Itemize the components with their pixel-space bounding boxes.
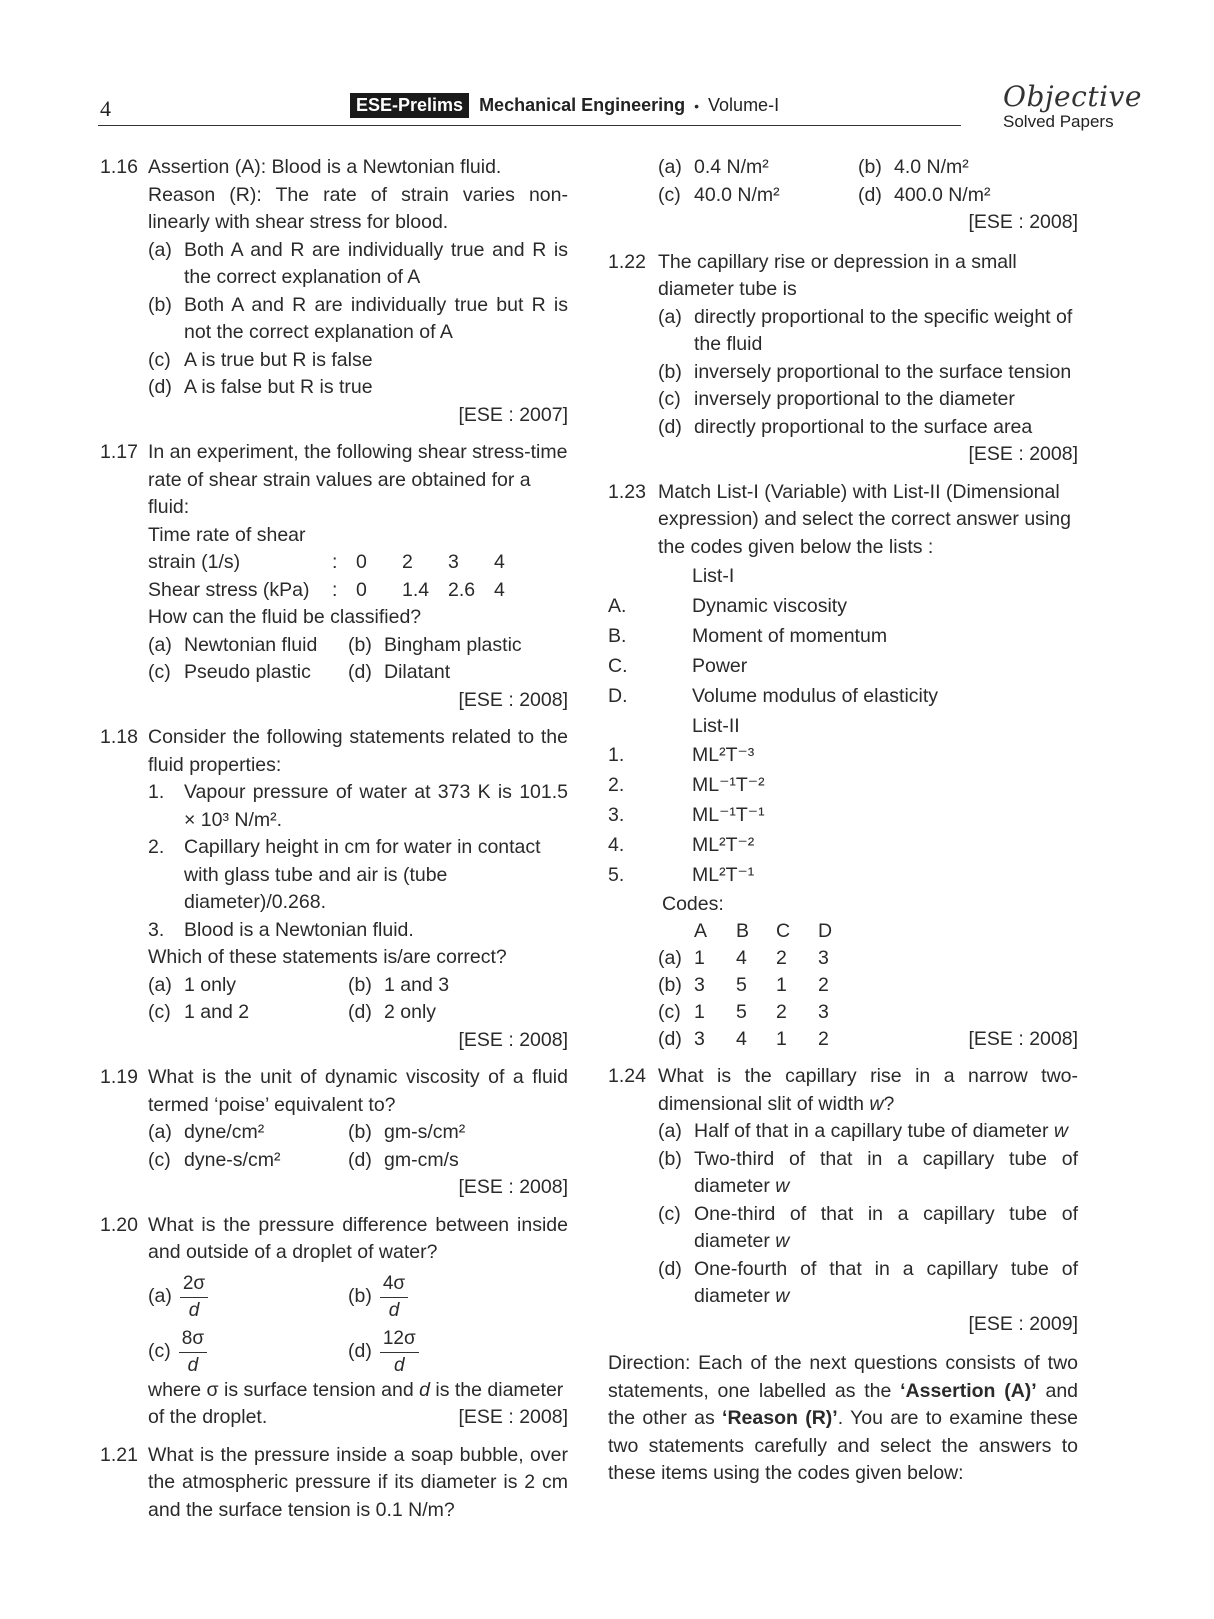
option-text: dyne/cm² [184,1121,265,1143]
item-value: ML⁻¹T⁻² [692,774,765,796]
option-a [148,632,348,660]
numerator: 12σ [380,1328,419,1353]
table-cell: 4 [494,551,505,573]
option-label: (b) [348,1121,372,1143]
exam-reference: [ESE : 2008] [968,1028,1078,1050]
fraction [380,1328,419,1377]
codes-cell: 3 [818,1001,829,1023]
item-value: Moment of momentum [692,624,888,647]
option-label: (b) [658,974,682,996]
option-label: (b) [348,973,372,996]
option-label: (b) [658,1147,682,1170]
statement-3 [148,917,568,945]
option-label: (d) [348,661,372,683]
option-text: 400.0 N/m² [894,183,991,206]
option-text: gm-s/cm² [384,1121,466,1143]
denominator: d [393,1354,405,1376]
option-d [348,1328,568,1377]
table-cell: 0 [356,578,367,601]
separator: : [332,551,338,573]
statement-number: 3. [148,918,165,941]
question-text [658,1063,1078,1118]
option-b [658,1146,1078,1201]
option-label: (d) [148,376,172,398]
option-b [148,292,568,347]
option-label: (c) [658,388,681,410]
item-value: ML²T⁻² [692,834,755,856]
option-text: A is false but R is true [184,376,373,398]
option-c [658,1201,1078,1256]
option-c [658,386,1078,414]
option-label: (c) [658,183,681,206]
header-rule [98,125,961,126]
codes-row-a [658,945,1078,972]
option-label: (a) [658,305,682,328]
question-number: 1.17 [100,441,138,463]
codes-header-cell: B [736,920,750,942]
codes-header-cell: D [818,920,833,942]
option-label: (b) [348,633,372,656]
option-c [148,659,348,687]
row-label: Shear stress (kPa) [148,578,310,601]
list-2-item [608,740,1078,770]
option-text: One-fourth of that in a capillary tube of diameter [694,1257,1078,1307]
exam-reference: [ESE : 2008] [458,1028,568,1051]
option-label: (d) [658,1257,682,1280]
option-text: Pseudo plastic [184,661,311,683]
separator: : [332,578,338,601]
item-value: Power [692,654,748,677]
options-grid [148,1328,568,1377]
option-label: (c) [148,1148,171,1171]
item-key: 3. [608,804,625,826]
fraction [380,1273,408,1322]
question-1-17 [100,439,568,714]
option-text: Newtonian fluid [184,633,318,656]
direction-text: and the other as [608,1379,1079,1429]
option-label: (b) [858,156,882,178]
codes-row-b [658,972,1078,999]
option-d [148,374,568,402]
table-cell: 1.4 [402,578,430,601]
question-prompt: Which of these statements is/are correct? [148,946,507,968]
question-1-20 [100,1212,568,1432]
codes-cell: 1 [694,947,705,969]
option-label: (c) [658,1001,681,1023]
item-value: Dynamic viscosity [692,594,847,617]
option-text: Both A and R are individually true and R is the correct explanation of A [184,238,568,288]
option-d [348,1147,568,1175]
statement-text: Blood is a Newtonian fluid. [184,918,414,941]
item-key: C. [608,654,628,677]
options-grid [148,1119,568,1174]
option-text: 2 only [384,1001,437,1023]
bullet-separator: • [694,97,700,114]
statement-text: Vapour pressure of water at 373 K is 101.5 × 10³ N/m². [184,781,568,831]
option-text: dyne-s/cm² [184,1148,281,1171]
question-text: What is the pressure difference between inside and outside of a droplet of water? [148,1213,568,1263]
numerator: 2σ [180,1273,208,1298]
codes-cell: 1 [776,974,787,996]
option-text: Two-third of that in a capillary tube of diameter [694,1147,1078,1197]
question-number: 1.20 [100,1213,138,1236]
option-label: (a) [148,238,172,261]
exam-reference: [ESE : 2008] [458,688,568,711]
codes-header-row [658,918,1078,945]
question-text [658,479,1078,562]
option-a [658,304,1078,359]
row-label: strain (1/s) [148,551,241,573]
codes-cell: 3 [694,974,705,996]
direction-assertion: ‘Assertion (A)’ [900,1379,1037,1402]
reason [148,182,568,237]
codes-cell: 2 [818,1028,829,1050]
table-cell: 0 [356,551,367,573]
question-1-21-options [608,154,1078,237]
statement-1 [148,779,568,834]
question-number: 1.21 [100,1443,138,1466]
variable: w [775,1175,790,1197]
statement-2 [148,834,568,917]
right-column [608,154,1078,1488]
question-text: What is the unit of dynamic viscosity of a fluid termed ‘poise’ equivalent to? [148,1066,568,1116]
text: Match [658,480,717,503]
denominator: d [188,1299,200,1321]
item-value: ML²T⁻¹ [692,864,755,886]
option-label: (b) [658,360,682,383]
codes-cell: 2 [776,947,787,969]
exam-badge: ESE-Prelims [350,93,469,118]
assertion-text: Blood is a Newtonian fluid. [266,156,502,178]
codes-cell: 4 [736,1028,747,1050]
option-label: (c) [148,1340,171,1363]
option-label: (b) [348,1285,372,1308]
option-c [658,182,858,210]
option-text: directly proportional to the specific weight of the fluid [694,305,1073,355]
list-1-item [608,621,1078,651]
denominator: d [187,1354,199,1376]
option-text: A is true but R is false [184,348,373,371]
option-label: (c) [148,661,171,683]
codes-cell: 2 [776,1001,787,1023]
codes-header-cell: C [776,920,791,942]
question-number: 1.22 [608,250,646,273]
option-text: Bingham plastic [384,633,522,656]
list-2-item [608,830,1078,860]
option-b [348,1273,568,1322]
list-2-item [608,860,1078,890]
option-text: 1 only [184,973,237,996]
option-label: (d) [658,415,682,438]
list-2-title: List-II [692,714,740,737]
option-text: 0.4 N/m² [694,156,769,178]
list-name: List-II [892,480,941,503]
list-2-item [608,800,1078,830]
question-prompt: How can the fluid be classified? [148,606,422,628]
text: (Variable) with [758,480,893,503]
question-1-19 [100,1064,568,1202]
item-key: A. [608,594,627,617]
exam-reference: [ESE : 2009] [968,1312,1078,1335]
question-1-24 [608,1063,1078,1338]
option-label: (a) [658,156,682,178]
option-label: (c) [148,1001,171,1023]
note-variable: d [419,1378,430,1401]
option-label: (c) [148,348,171,371]
codes-cell: 4 [736,947,747,969]
question-text: The capillary rise or depression in a small diameter tube is [658,250,1017,300]
question-1-21 [100,1442,568,1525]
option-a [148,1273,348,1322]
item-key: B. [608,624,627,647]
where-note-line [148,1404,568,1432]
question-1-23 [608,479,1078,1054]
option-label: (d) [348,1148,372,1171]
option-b [858,154,1078,182]
option-d [348,659,568,687]
exam-reference: [ESE : 2008] [968,211,1078,233]
option-text: 40.0 N/m² [694,183,780,206]
list-1-item [608,681,1078,711]
option-a [148,972,348,1000]
codes-cell: 3 [818,947,829,969]
item-value: ML²T⁻³ [692,744,755,766]
question-1-22 [608,249,1078,469]
text: (Dimensional expression) and select the correct answer using the codes given below the lists : [658,480,1071,558]
option-text: inversely proportional to the diameter [694,388,1015,410]
row-label: Time rate of shear [148,523,306,546]
item-key: 5. [608,864,625,886]
option-d [658,414,1078,442]
codes-cell: 5 [736,1001,747,1023]
option-c [148,1328,348,1377]
options-grid [148,972,568,1027]
table-cell: 2 [402,551,413,573]
question-1-18 [100,724,568,1054]
codes-row-c [658,999,1078,1026]
question-number: 1.19 [100,1066,138,1088]
reason-label: Reason (R): [148,183,262,206]
numerator: 4σ [380,1273,408,1298]
note-text: where σ is surface tension and [148,1378,420,1401]
exam-reference: [ESE : 2008] [458,1176,568,1198]
fraction [180,1273,208,1322]
text: ? [883,1092,895,1115]
question-number: 1.23 [608,480,646,503]
option-label: (a) [148,973,172,996]
variable: w [775,1285,790,1307]
item-value: ML⁻¹T⁻¹ [692,804,765,826]
option-label: (a) [148,1285,172,1308]
option-label: (d) [348,1001,372,1023]
fraction [179,1328,207,1377]
option-label: (a) [148,633,172,656]
option-c [148,347,568,375]
option-a [658,154,858,182]
option-label: (c) [658,1202,681,1225]
direction-reason: ‘Reason (R)’ [722,1407,838,1429]
question-text: In an experiment, the following shear stress-time rate of shear strain values are obtained for a fluid: [148,441,568,518]
option-label: (d) [858,183,882,206]
option-text: 4.0 N/m² [894,156,969,178]
option-text: One-third of that in a capillary tube of diameter [694,1202,1078,1252]
options-grid [148,632,568,687]
variable: w [869,1092,884,1115]
brand-title: Objective [1003,80,1142,113]
left-column [100,154,568,1534]
direction-text: Each of the next questions consists of two statements, one labelled as the [608,1352,1078,1402]
option-b [348,972,568,1000]
option-b [348,632,568,660]
numerator: 8σ [179,1328,207,1353]
table-cell: 4 [494,578,505,601]
running-header [350,93,779,118]
table-row [148,549,568,577]
item-key: 4. [608,834,625,856]
assertion [148,154,568,182]
list-1-title: List-I [692,565,735,587]
question-number: 1.24 [608,1065,646,1087]
codes-cell: 2 [818,974,829,996]
exam-reference: [ESE : 2007] [458,403,568,426]
item-key: 2. [608,774,625,796]
table-cell: 2.6 [448,578,476,601]
question-number: 1.18 [100,726,138,748]
options-grid [658,154,1078,209]
exam-reference: [ESE : 2008] [968,443,1078,465]
list-1-item [608,651,1078,681]
codes-row-d [658,1026,1078,1053]
question-1-16 [100,154,568,429]
list-1-item [608,591,1078,621]
assertion-label: Assertion (A): [148,156,267,178]
option-a [148,237,568,292]
codes-header-cell: A [694,920,708,942]
volume-label: Volume-I [708,95,780,115]
option-text: inversely proportional to the surface tension [694,360,1072,383]
question-number: 1.16 [100,156,138,178]
statement-text: Capillary height in cm for water in contact with glass tube and air is (tube diameter)/0.268. [184,836,541,913]
question-text: Consider the following statements related to the fluid properties: [148,726,568,776]
codes-cell: 5 [736,974,747,996]
codes-cell: 1 [694,1001,705,1023]
option-b [658,359,1078,387]
option-a [658,1118,1078,1146]
option-text: 1 and 3 [384,973,450,996]
list-name: List-I [716,480,759,503]
note-text: is the diameter [429,1378,564,1401]
option-label: (d) [348,1340,372,1363]
option-label: (a) [658,1120,682,1142]
exam-reference: [ESE : 2008] [458,1406,568,1428]
option-text: 1 and 2 [184,1001,250,1023]
direction-paragraph [608,1350,1078,1488]
text: What is the capillary rise in a narrow two-dimensional slit of width [658,1065,1078,1115]
option-label: (a) [148,1121,172,1143]
option-label: (a) [658,947,682,969]
item-value: Volume modulus of elasticity [692,684,939,707]
item-key: D. [608,684,628,707]
table-row [148,577,568,605]
brand-subtitle: Solved Papers [1003,112,1114,131]
codes-cell: 1 [776,1028,787,1050]
option-text: Both A and R are individually true but R is not the correct explanation of A [184,293,568,343]
option-d [658,1256,1078,1311]
list-2-item [608,770,1078,800]
option-a [148,1119,348,1147]
option-d [858,182,1078,210]
option-label: (d) [658,1028,682,1050]
options-grid [148,1273,568,1322]
subject-title: Mechanical Engineering [479,95,686,115]
direction-label: Direction: [608,1352,691,1374]
direction-text: . You are to examine these two statements carefully and select the answers to these items using the codes given below: [608,1407,1079,1484]
option-b [348,1119,568,1147]
option-text: gm-cm/s [384,1148,459,1171]
codes-cell: 3 [694,1028,705,1050]
statement-number: 2. [148,836,165,858]
option-d [348,999,568,1027]
where-note [148,1377,568,1405]
variable: w [775,1230,790,1252]
option-label: (b) [148,293,172,316]
option-text: Half of that in a capillary tube of diameter [694,1120,1054,1142]
option-c [148,999,348,1027]
page-number: 4 [100,96,111,121]
option-text: Dilatant [384,661,451,683]
note-text: of the droplet. [148,1406,268,1428]
table-cell: 3 [448,551,459,573]
question-text: What is the pressure inside a soap bubble, over the atmospheric pressure if its diameter is 2 cm and the surface tension is 0.1 N/m? [148,1443,568,1521]
option-text: directly proportional to the surface area [694,415,1033,438]
variable: w [1053,1120,1068,1142]
item-key: 1. [608,744,625,766]
option-c [148,1147,348,1175]
denominator: d [388,1299,400,1321]
codes-title: Codes: [662,893,724,915]
reason-text: The rate of strain varies non-linearly with shear stress for blood. [148,183,568,233]
statement-number: 1. [148,781,165,803]
